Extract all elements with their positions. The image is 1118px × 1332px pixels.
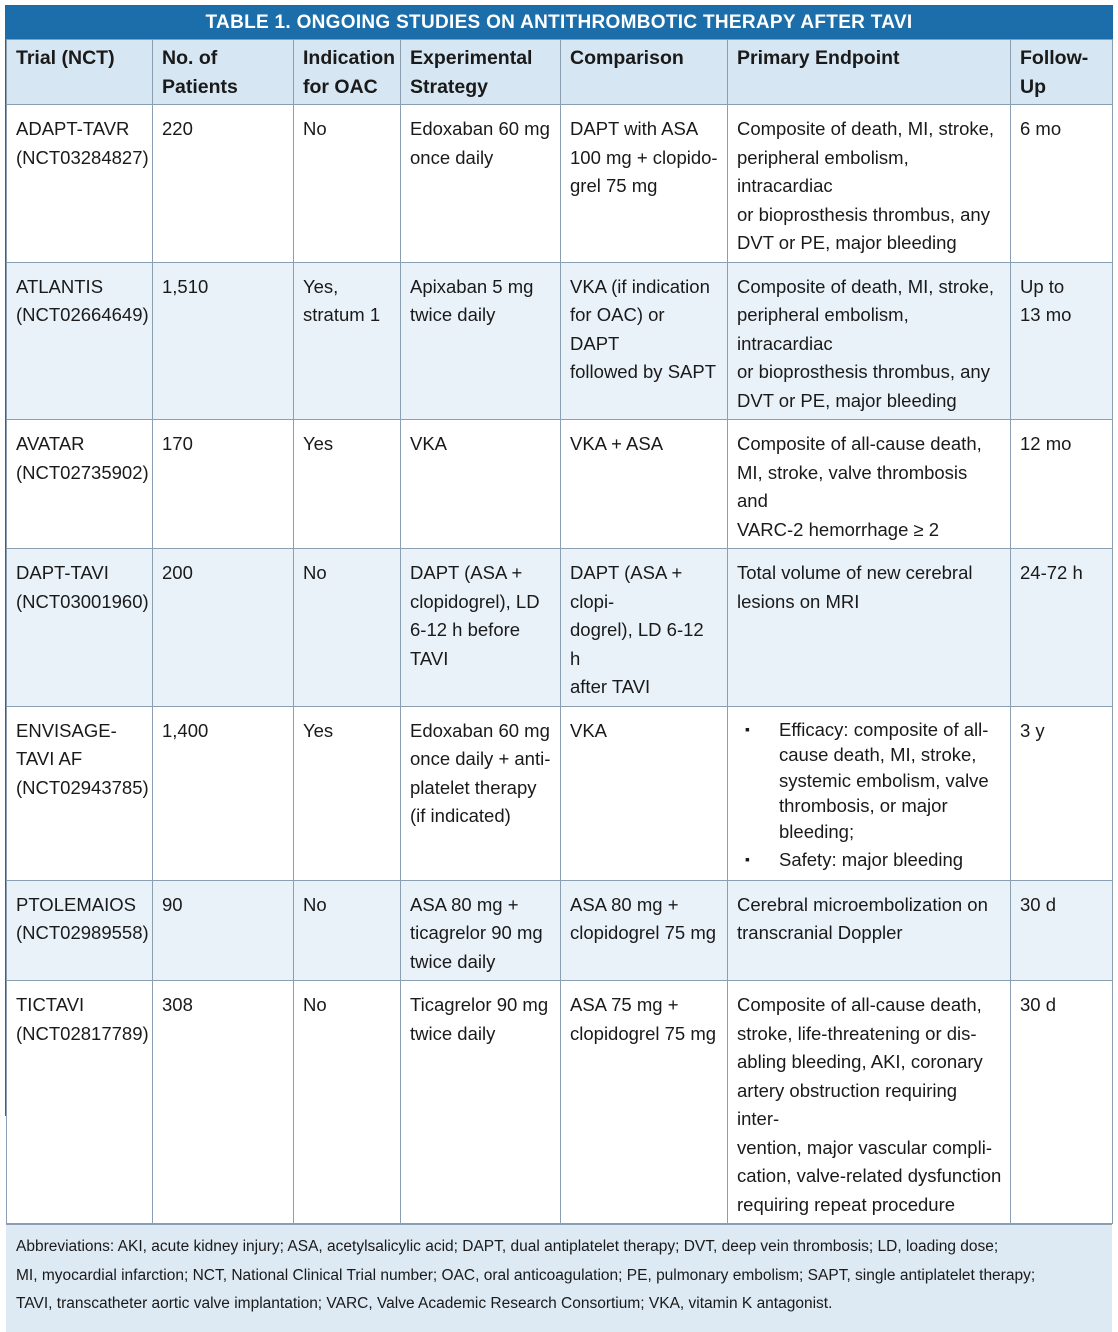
cell-experimental: Ticagrelor 90 mg twice daily (401, 981, 561, 1224)
bullet-icon: ▪ (745, 851, 750, 867)
cell-indication: Yes (294, 420, 401, 549)
col-header-followup: Follow-Up (1011, 40, 1113, 105)
cell-trial: DAPT-TAVI (NCT03001960) (7, 549, 153, 707)
cell-patients: 308 (153, 981, 294, 1224)
cell-comparison: VKA (561, 706, 728, 880)
cell-followup: 24-72 h (1011, 549, 1113, 707)
col-header-comparison: Comparison (561, 40, 728, 105)
table-row (7, 981, 1113, 1224)
cell-comparison: DAPT (ASA + clopi- dogrel), LD 6-12 h after TAVI (561, 549, 728, 707)
col-header-indication: Indication for OAC (294, 40, 401, 105)
cell-followup: 3 y (1011, 706, 1113, 880)
table-row (7, 706, 1113, 880)
cell-patients: 90 (153, 880, 294, 981)
cell-endpoint: Composite of death, MI, stroke, peripheral embolism, intracardiac or bioprosthesis thrombus, any DVT or PE, major bleeding (728, 105, 1011, 263)
cell-trial: ADAPT-TAVR (NCT03284827) (7, 105, 153, 263)
cell-experimental: DAPT (ASA + clopidogrel), LD 6-12 h before TAVI (401, 549, 561, 707)
cell-experimental: Edoxaban 60 mg once daily (401, 105, 561, 263)
cell-patients: 170 (153, 420, 294, 549)
cell-followup: 30 d (1011, 880, 1113, 981)
studies-table (6, 39, 1113, 1224)
cell-indication: No (294, 549, 401, 707)
cell-comparison: VKA + ASA (561, 420, 728, 549)
cell-comparison: ASA 75 mg + clopidogrel 75 mg (561, 981, 728, 1224)
bullet-icon: ▪ (745, 720, 750, 737)
bullet-item: ▪ Efficacy: composite of all- cause death, MI, stroke, systemic embolism, valve thrombosis, or major bleeding; (745, 718, 989, 842)
cell-patients: 1,510 (153, 262, 294, 420)
cell-followup: 12 mo (1011, 420, 1113, 549)
col-header-endpoint: Primary Endpoint (728, 40, 1011, 105)
cell-indication: No (294, 981, 401, 1224)
table-title: TABLE 1. ONGOING STUDIES ON ANTITHROMBOTIC THERAPY AFTER TAVI (6, 6, 1112, 39)
cell-endpoint: Composite of death, MI, stroke, peripheral embolism, intracardiac or bioprosthesis thrombus, any DVT or PE, major bleeding (728, 262, 1011, 420)
abbreviations-footnote: Abbreviations: AKI, acute kidney injury; ASA, acetylsalicylic acid; DAPT, dual antiplatelet therapy; DVT, deep vein thrombosis; LD, loading dose; MI, myocardial infarction; NCT, National Clinical Trial number; OAC, oral anticoagulation; PE, pulmonary embolism; SAPT, single antiplatelet therapy; TAVI, transcatheter aortic valve implantation; VARC, Valve Academic Research Consortium; VKA, vitamin K antagonist. (6, 1224, 1112, 1332)
cell-endpoint (728, 706, 1011, 880)
cell-experimental: ASA 80 mg + ticagrelor 90 mg twice daily (401, 880, 561, 981)
bullet-item: ▪ Safety: major bleeding (737, 847, 1002, 873)
cell-trial: PTOLEMAIOS (NCT02989558) (7, 880, 153, 981)
cell-endpoint: Total volume of new cerebral lesions on MRI (728, 549, 1011, 707)
cell-patients: 200 (153, 549, 294, 707)
cell-indication: Yes (294, 706, 401, 880)
cell-trial: TICTAVI (NCT02817789) (7, 981, 153, 1224)
table-row (7, 880, 1113, 981)
table-row (7, 105, 1113, 263)
cell-trial: AVATAR (NCT02735902) (7, 420, 153, 549)
cell-trial: ENVISAGE- TAVI AF (NCT02943785) (7, 706, 153, 880)
col-header-trial: Trial (NCT) (7, 40, 153, 105)
cell-followup: 6 mo (1011, 105, 1113, 263)
cell-experimental: Edoxaban 60 mg once daily + anti- platelet therapy (if indicated) (401, 706, 561, 880)
cell-followup: Up to 13 mo (1011, 262, 1113, 420)
cell-comparison: ASA 80 mg + clopidogrel 75 mg (561, 880, 728, 981)
cell-indication: No (294, 880, 401, 981)
cell-endpoint: Composite of all-cause death, MI, stroke, valve thrombosis and VARC-2 hemorrhage ≥ 2 (728, 420, 1011, 549)
cell-endpoint: Composite of all-cause death, stroke, life-threatening or dis- abling bleeding, AKI, coronary artery obstruction requiring inter- vention, major vascular compli- cation, valve-related dysfunction requiring repeat procedure (728, 981, 1011, 1224)
cell-comparison: DAPT with ASA 100 mg + clopido- grel 75 mg (561, 105, 728, 263)
table-row (7, 262, 1113, 420)
cell-followup: 30 d (1011, 981, 1113, 1224)
cell-patients: 220 (153, 105, 294, 263)
cell-indication: No (294, 105, 401, 263)
table-figure (5, 5, 1113, 1312)
header-row (7, 40, 1113, 105)
table-row (7, 549, 1113, 707)
cell-trial: ATLANTIS (NCT02664649) (7, 262, 153, 420)
cell-comparison: VKA (if indication for OAC) or DAPT followed by SAPT (561, 262, 728, 420)
endpoint-bullet-list (737, 717, 1002, 873)
cell-endpoint: Cerebral microembolization on transcranial Doppler (728, 880, 1011, 981)
cell-patients: 1,400 (153, 706, 294, 880)
cell-experimental: Apixaban 5 mg twice daily (401, 262, 561, 420)
col-header-patients: No. of Patients (153, 40, 294, 105)
cell-experimental: VKA (401, 420, 561, 549)
table-row (7, 420, 1113, 549)
cell-indication: Yes, stratum 1 (294, 262, 401, 420)
col-header-experimental: Experimental Strategy (401, 40, 561, 105)
